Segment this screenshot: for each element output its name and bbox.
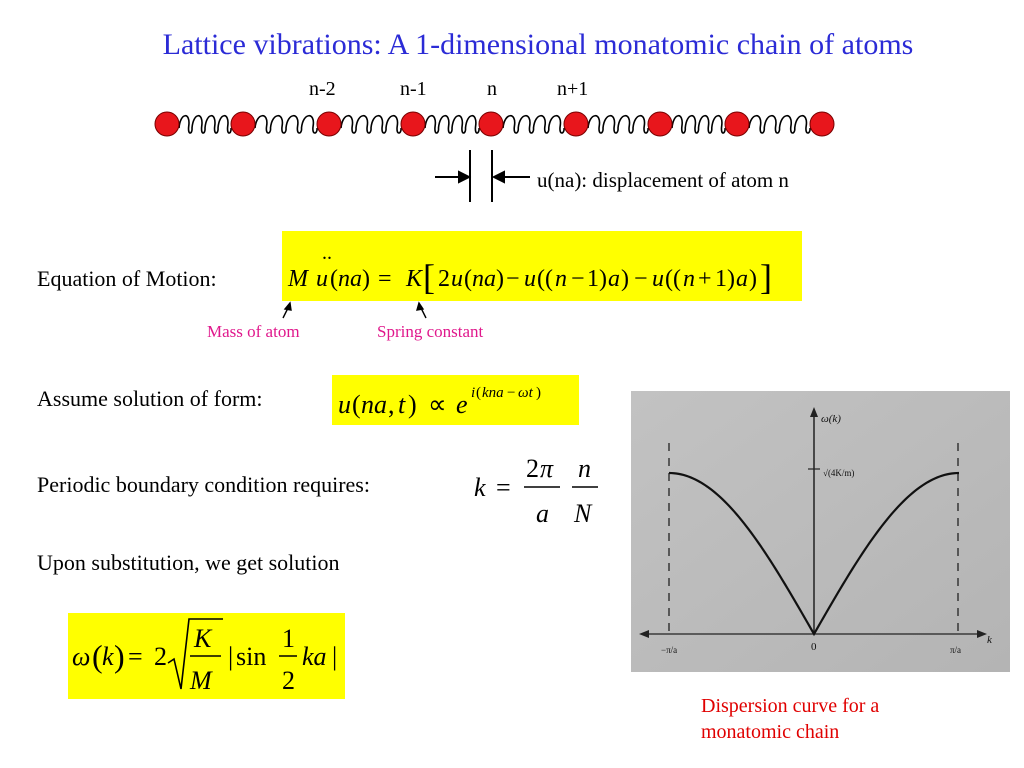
svg-text:N: N [574,499,592,528]
slide-title: Lattice vibrations: A 1-dimensional monatomic chain of atoms [162,28,914,61]
atom [155,112,179,136]
svg-text:|: | [228,642,234,671]
dispersion-curve-image [631,391,1010,672]
atom-label-n: n [487,78,497,100]
svg-text:e: e [456,390,468,419]
svg-text:): ) [362,266,370,292]
svg-text:na: na [472,266,496,292]
atom-label-n-plus-1: n+1 [557,78,589,100]
svg-text:∝: ∝ [428,390,447,419]
atom [725,112,749,136]
svg-text:1): 1) [715,266,735,292]
svg-text:a: a [608,266,620,292]
svg-text:u: u [652,266,664,292]
x-tick-right: π/a [950,645,962,655]
svg-text:π: π [540,454,554,483]
spring [749,116,810,133]
svg-text:ωt: ωt [518,385,533,401]
dispersion-caption-line-1: Dispersion curve for a [701,695,880,717]
equation-of-motion-formula [282,231,802,301]
svg-text:+: + [698,266,712,292]
svg-text:(: ( [464,266,472,292]
mass-annotation: Mass of atom [207,322,300,341]
svg-text:,: , [388,390,395,419]
svg-text:kna: kna [482,385,504,401]
svg-text:): ) [536,385,541,401]
svg-text:na: na [338,266,362,292]
svg-text:n: n [683,266,695,292]
dispersion-curve-plot [631,391,1010,672]
svg-text:t: t [398,390,406,419]
svg-text:u: u [316,266,328,292]
svg-text:]: ] [760,257,772,297]
svg-text:M: M [190,666,212,695]
svg-text:i: i [471,385,476,401]
atom [479,112,503,136]
svg-text:1): 1) [587,266,607,292]
svg-text:a: a [736,266,748,292]
y-axis-label: ω(k) [821,413,841,425]
atom-chain-diagram [145,102,845,212]
svg-text:−: − [507,385,516,401]
svg-text:ω: ω [72,642,91,671]
displacement-caption: u(na): displacement of atom n [537,168,789,192]
spring [425,116,479,133]
assume-solution-label: Assume solution of form: [37,386,263,411]
spring-annotation: Spring constant [377,322,484,341]
svg-text:): ) [621,266,629,292]
svg-text:u: u [338,390,351,419]
svg-text:K: K [406,266,423,292]
svg-text:|: | [332,642,338,671]
svg-text:sin: sin [236,642,267,671]
spring [672,116,725,133]
dispersion-caption-line-2: monatomic chain [701,721,840,743]
atom [564,112,588,136]
equation-of-motion-box [282,231,802,301]
svg-text:): ) [496,266,504,292]
svg-text:−: − [571,266,585,292]
svg-text:(: ( [92,638,103,674]
svg-text:M: M [288,266,308,292]
atom-label-n-2: n-2 [309,78,336,100]
svg-text:k: k [474,473,486,502]
svg-text:): ) [114,638,125,674]
spring [341,116,401,133]
dispersion-relation-formula [68,613,345,699]
atom [401,112,425,136]
svg-text:=: = [496,473,511,502]
atom [810,112,834,136]
spring [255,116,317,133]
dispersion-caption [701,693,879,745]
svg-text:na: na [361,390,387,419]
svg-text:1: 1 [282,624,295,653]
equation-of-motion-label: Equation of Motion: [37,266,217,291]
annotation-arrows [270,300,450,322]
spring [503,116,564,133]
assume-solution-formula [332,375,579,425]
assume-solution-box [332,375,579,425]
svg-text:K: K [194,624,212,653]
svg-text:2: 2 [526,454,539,483]
atom [231,112,255,136]
substitution-label: Upon substitution, we get solution [37,550,340,575]
svg-text:2: 2 [154,642,167,671]
svg-text:−: − [506,266,520,292]
svg-text:u: u [451,266,463,292]
svg-text:2: 2 [438,266,450,292]
atom-label-n-1: n-1 [400,78,427,100]
y-tick-label: √(4K/m) [823,468,855,478]
atom [648,112,672,136]
svg-text:k: k [102,642,114,671]
x-tick-left: −π/a [661,645,678,655]
svg-text:n: n [555,266,567,292]
svg-text:n: n [578,454,591,483]
svg-text:=: = [128,642,143,671]
svg-text:): ) [408,390,417,419]
svg-text:u: u [524,266,536,292]
spring [588,116,648,133]
displacement-marker [435,150,530,202]
svg-text:ka: ka [302,642,327,671]
svg-text:(: ( [330,266,338,292]
atoms [155,112,834,136]
svg-text:2: 2 [282,666,295,695]
svg-text:): ) [749,266,757,292]
svg-text:((: (( [537,266,553,292]
x-axis-label: k [987,634,992,646]
svg-text:((: (( [665,266,681,292]
dispersion-relation-box [68,613,345,699]
svg-text:=: = [378,266,392,292]
svg-text:(: ( [352,390,361,419]
svg-text:..: .. [322,242,332,264]
svg-text:−: − [634,266,648,292]
spring [179,116,231,133]
periodic-boundary-label: Periodic boundary condition requires: [37,472,370,497]
x-tick-zero: 0 [811,641,817,653]
periodic-boundary-formula [470,450,610,530]
svg-text:(: ( [476,385,481,401]
svg-text:[: [ [423,257,435,297]
atom [317,112,341,136]
svg-text:a: a [536,499,549,528]
